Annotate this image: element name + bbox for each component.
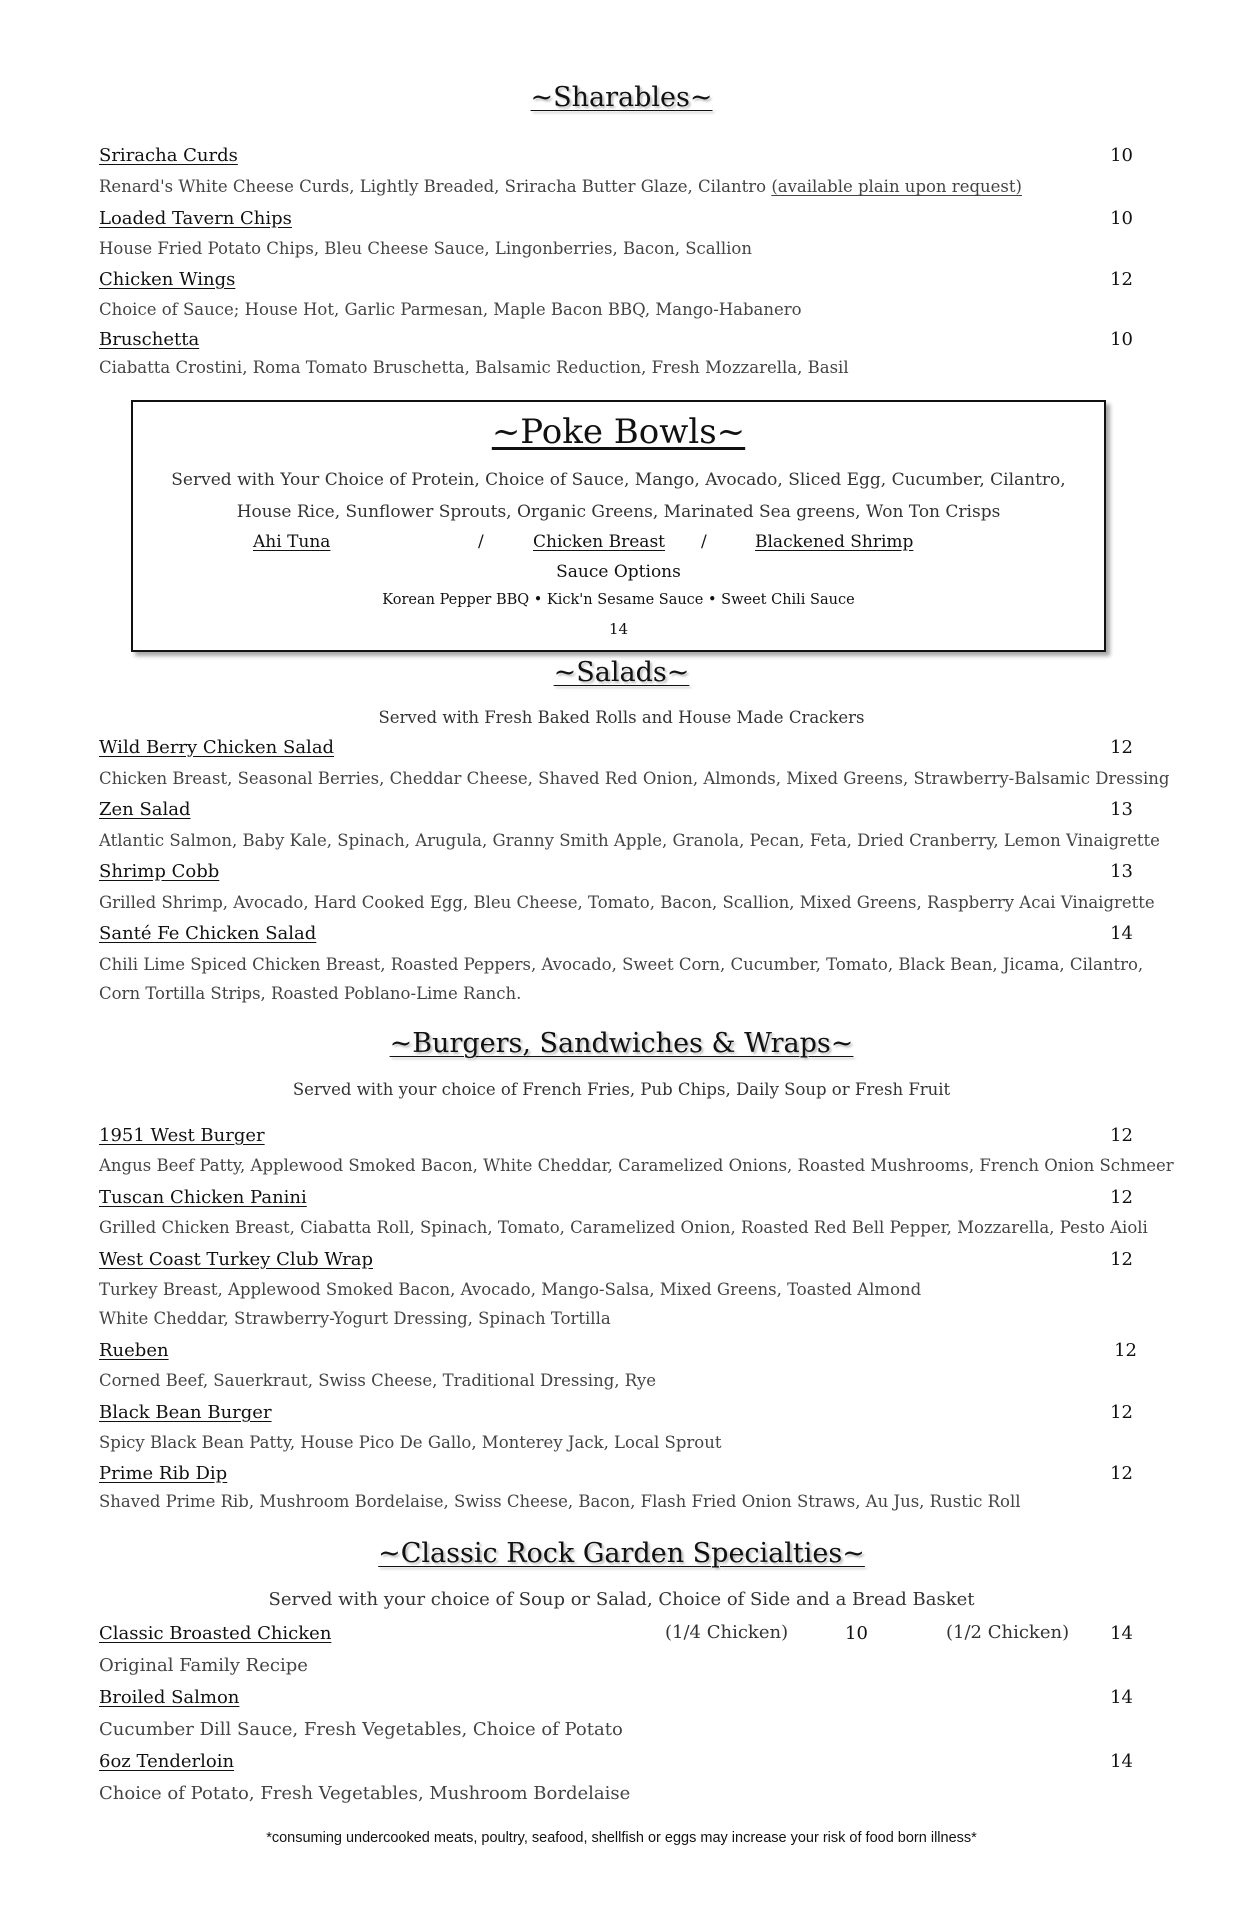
allergy-disclaimer: *consuming undercooked meats, poultry, seafood, shellfish or eggs may increase your risk of food born illness* bbox=[266, 1830, 977, 1846]
protein-separator: / bbox=[478, 532, 484, 552]
menu-item-name: Shrimp Cobb bbox=[99, 861, 220, 882]
menu-item-price: 14 bbox=[1110, 923, 1133, 944]
poke-bowls-price: 14 bbox=[608, 620, 629, 638]
menu-item-description-cont: Corn Tortilla Strips, Roasted Poblano-Lime Ranch. bbox=[99, 984, 522, 1003]
menu-item-name: Bruschetta bbox=[99, 329, 200, 350]
burgers-heading: ~Burgers, Sandwiches & Wraps~ bbox=[389, 1028, 854, 1059]
poke-bowls-description: Served with Your Choice of Protein, Choice of Sauce, Mango, Avocado, Sliced Egg, Cucumber, Cilantro, House Rice, Sunflower Sprouts, Organic Greens, Marinated Sea greens, Won Ton Crisps bbox=[171, 470, 1066, 522]
menu-item-name: West Coast Turkey Club Wrap bbox=[99, 1249, 373, 1270]
menu-item-description-cont: White Cheddar, Strawberry-Yogurt Dressing, Spinach Tortilla bbox=[99, 1309, 611, 1328]
menu-item-name: Rueben bbox=[99, 1340, 169, 1361]
menu-item-name: Black Bean Burger bbox=[99, 1402, 272, 1423]
menu-item-name: 1951 West Burger bbox=[99, 1125, 265, 1146]
specialties-subtitle: Served with your choice of Soup or Salad, Choice of Side and a Bread Basket bbox=[268, 1589, 975, 1610]
menu-item-name: Classic Broasted Chicken bbox=[99, 1623, 332, 1644]
menu-item-note: (available plain upon request) bbox=[771, 177, 1022, 196]
menu-item-price: 12 bbox=[1114, 1340, 1137, 1361]
sauce-options-list: Korean Pepper BBQ • Kick'n Sesame Sauce • Sweet Chili Sauce bbox=[382, 592, 855, 608]
menu-item-description: Corned Beef, Sauerkraut, Swiss Cheese, Traditional Dressing, Rye bbox=[99, 1371, 656, 1390]
portion-label: (1/4 Chicken) bbox=[665, 1622, 789, 1643]
menu-item-price: 13 bbox=[1110, 799, 1133, 820]
menu-item-price: 12 bbox=[1110, 269, 1133, 290]
salads-subtitle: Served with Fresh Baked Rolls and House Made Crackers bbox=[378, 708, 865, 727]
protein-option: Blackened Shrimp bbox=[755, 532, 914, 552]
menu-item-description: Choice of Sauce; House Hot, Garlic Parmesan, Maple Bacon BBQ, Mango-Habanero bbox=[99, 300, 802, 319]
menu-item-price: 10 bbox=[1110, 145, 1133, 166]
menu-item-price: 14 bbox=[1110, 1687, 1133, 1708]
menu-item-name: Prime Rib Dip bbox=[99, 1463, 228, 1484]
menu-item-description: Turkey Breast, Applewood Smoked Bacon, Avocado, Mango-Salsa, Mixed Greens, Toasted Almond bbox=[99, 1280, 922, 1299]
portion-label: (1/2 Chicken) bbox=[946, 1622, 1070, 1643]
sauce-options-heading: Sauce Options bbox=[556, 562, 681, 582]
menu-item-description: House Fried Potato Chips, Bleu Cheese Sauce, Lingonberries, Bacon, Scallion bbox=[99, 239, 752, 258]
menu-item-name: Broiled Salmon bbox=[99, 1687, 240, 1708]
menu-item-price: 12 bbox=[1110, 1125, 1133, 1146]
menu-item-price: 10 bbox=[1110, 329, 1133, 350]
menu-item-description: Cucumber Dill Sauce, Fresh Vegetables, Choice of Potato bbox=[99, 1719, 623, 1740]
menu-item-name: Santé Fe Chicken Salad bbox=[99, 923, 317, 944]
protein-separator: / bbox=[701, 532, 707, 552]
menu-item-name: 6oz Tenderloin bbox=[99, 1751, 235, 1772]
menu-item-price: 12 bbox=[1110, 1249, 1133, 1270]
menu-item-name: Loaded Tavern Chips bbox=[99, 208, 292, 229]
menu-item-description bbox=[99, 177, 1022, 196]
menu-item-name: Zen Salad bbox=[99, 799, 191, 820]
menu-item-price: 12 bbox=[1110, 737, 1133, 758]
menu-item-description: Chili Lime Spiced Chicken Breast, Roasted Peppers, Avocado, Sweet Corn, Cucumber, Tomato, Black Bean, Jicama, Cilantro, bbox=[99, 955, 1144, 974]
menu-item-name: Sriracha Curds bbox=[99, 145, 238, 166]
menu-item-name: Tuscan Chicken Panini bbox=[99, 1187, 307, 1208]
menu-item-description: Atlantic Salmon, Baby Kale, Spinach, Arugula, Granny Smith Apple, Granola, Pecan, Feta, Dried Cranberry, Lemon Vinaigrette bbox=[99, 831, 1160, 850]
menu-item-description: Choice of Potato, Fresh Vegetables, Mushroom Bordelaise bbox=[99, 1783, 631, 1804]
menu-item-description: Grilled Shrimp, Avocado, Hard Cooked Egg, Bleu Cheese, Tomato, Bacon, Scallion, Mixed Greens, Raspberry Acai Vinaigrette bbox=[99, 893, 1155, 912]
sharables-heading: ~Sharables~ bbox=[530, 82, 713, 113]
menu-item-desc-text: Renard's White Cheese Curds, Lightly Breaded, Sriracha Butter Glaze, Cilantro bbox=[99, 177, 767, 196]
menu-item-name: Chicken Wings bbox=[99, 269, 236, 290]
menu-item-description: Chicken Breast, Seasonal Berries, Cheddar Cheese, Shaved Red Onion, Almonds, Mixed Greens, Strawberry-Balsamic Dressing bbox=[99, 769, 1170, 788]
menu-item-price: 13 bbox=[1110, 861, 1133, 882]
menu-item-description: Spicy Black Bean Patty, House Pico De Gallo, Monterey Jack, Local Sprout bbox=[99, 1433, 722, 1452]
menu-item-description: Shaved Prime Rib, Mushroom Bordelaise, Swiss Cheese, Bacon, Flash Fried Onion Straws, Au Jus, Rustic Roll bbox=[99, 1492, 1021, 1511]
menu-item-description: Ciabatta Crostini, Roma Tomato Bruschetta, Balsamic Reduction, Fresh Mozzarella, Basil bbox=[99, 358, 849, 377]
menu-item-name: Wild Berry Chicken Salad bbox=[99, 737, 335, 758]
portion-price: 10 bbox=[845, 1623, 868, 1644]
menu-item-price: 12 bbox=[1110, 1402, 1133, 1423]
menu-item-description: Original Family Recipe bbox=[99, 1655, 308, 1676]
menu-item-price: 12 bbox=[1110, 1463, 1133, 1484]
protein-option: Chicken Breast bbox=[533, 532, 665, 552]
protein-option: Ahi Tuna bbox=[253, 532, 331, 552]
menu-item-price: 10 bbox=[1110, 208, 1133, 229]
menu-item-price: 14 bbox=[1110, 1751, 1133, 1772]
menu-item-price: 12 bbox=[1110, 1187, 1133, 1208]
menu-item-description: Grilled Chicken Breast, Ciabatta Roll, Spinach, Tomato, Caramelized Onion, Roasted Red Bell Pepper, Mozzarella, Pesto Aioli bbox=[99, 1218, 1148, 1237]
menu-item-price: 14 bbox=[1110, 1623, 1133, 1644]
poke-bowls-box bbox=[131, 400, 1106, 652]
salads-heading: ~Salads~ bbox=[553, 657, 690, 688]
menu-item-description: Angus Beef Patty, Applewood Smoked Bacon, White Cheddar, Caramelized Onions, Roasted Mushrooms, French Onion Schmeer bbox=[99, 1156, 1174, 1175]
poke-bowls-heading: ~Poke Bowls~ bbox=[491, 412, 746, 452]
burgers-subtitle: Served with your choice of French Fries, Pub Chips, Daily Soup or Fresh Fruit bbox=[292, 1080, 951, 1099]
specialties-heading: ~Classic Rock Garden Specialties~ bbox=[378, 1538, 865, 1569]
